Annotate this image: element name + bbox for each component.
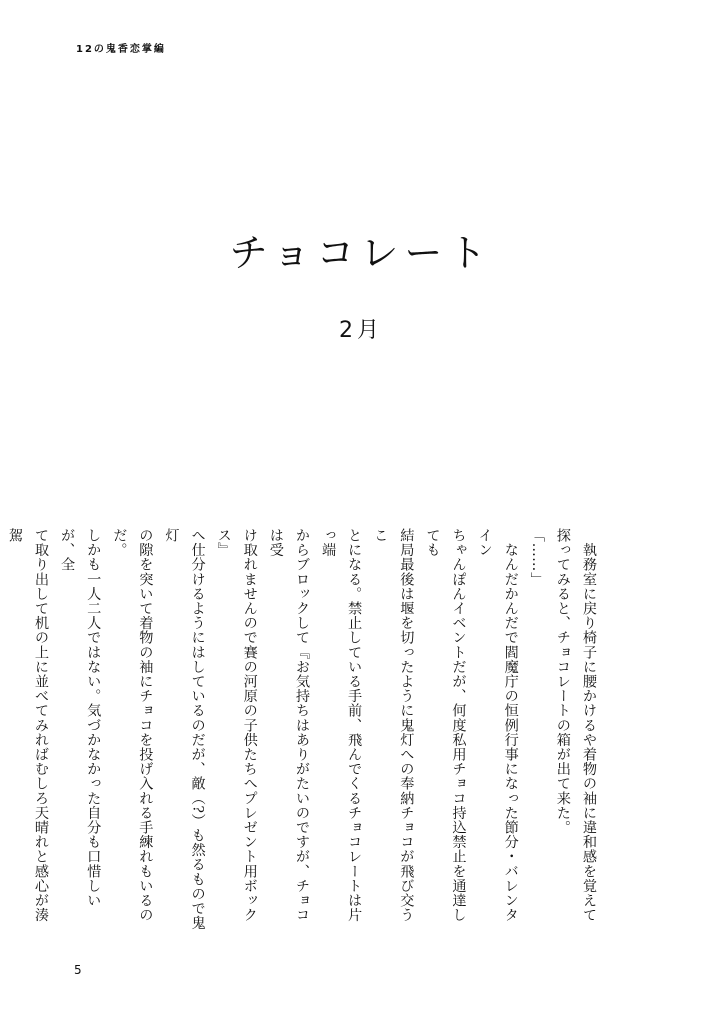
chapter-title: チョコレート: [229, 231, 493, 275]
body-line: て取り出して机の上に並べてみればむしろ天晴れと感心が湊駕: [6, 528, 50, 923]
body-line: ちゃんぽんイベントだが、何度私用チョコ持込禁止を通達しても: [424, 528, 467, 923]
body-line: からブロックして『お気持ちはありがたいのですが、チョコは受: [267, 528, 310, 923]
body-line: なんだかんだで閻魔庁の恒例行事になった節分・バレンタイン: [476, 528, 519, 923]
body-line: 「……」: [528, 528, 545, 587]
body-line: とになる。禁止している手前、飛んでくるチョコレートは片っ端: [320, 528, 363, 923]
running-head: 12の鬼香恋掌編: [76, 44, 166, 55]
body-line: 結局最後は堰を切ったように鬼灯への奉納チョコが飛び交うこ: [372, 528, 415, 923]
page-number: 5: [74, 963, 82, 977]
chapter-month: 2月: [339, 318, 383, 343]
body-line: しかも一人二人ではない。気づかなかった自分も口惜しいが、全: [59, 528, 102, 908]
body-line: [0, 528, 2, 932]
body-line: 探ってみると、チョコレートの箱が出て来た。: [554, 528, 571, 835]
body-line: へ仕分けるようにはしているのだが、敵（?）も然るもので鬼灯: [163, 528, 206, 931]
body-line: の隙を突いて着物の袖にチョコを投げ入れる手練れもいるのだ。: [111, 528, 154, 923]
body-line: け取れませんので賽の河原の子供たちへプレゼント用ボックス』: [215, 528, 258, 923]
body-line: 執務室に戻り椅子に腰かけるや着物の袖に違和感を覚えて: [581, 528, 597, 923]
body-text: [6, 528, 602, 932]
